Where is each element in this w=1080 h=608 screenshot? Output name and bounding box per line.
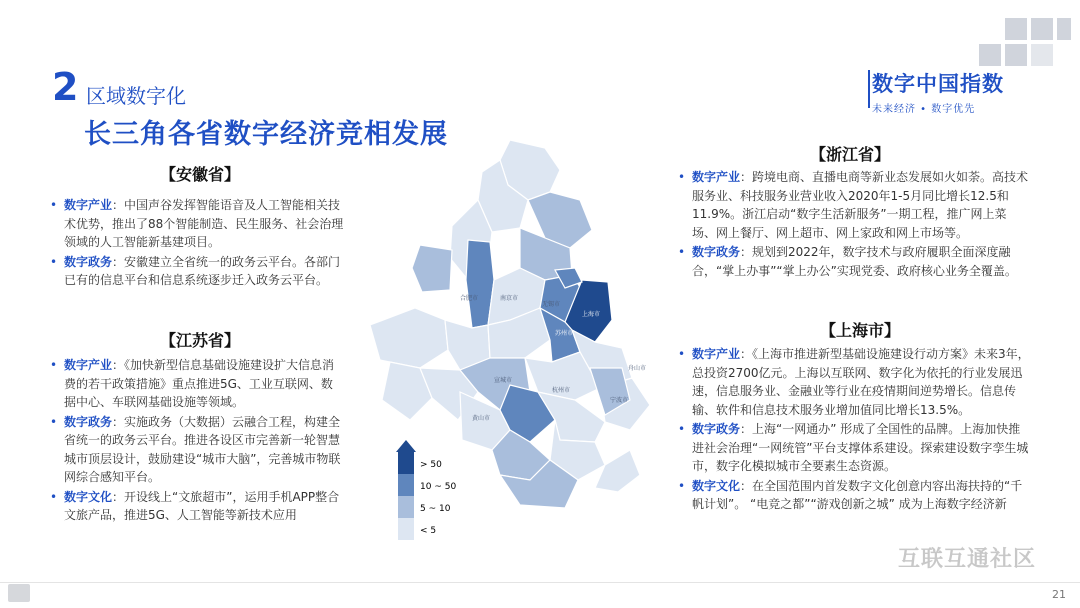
anhui-list (50, 196, 344, 291)
list-item (50, 356, 344, 412)
legend-swatch (398, 496, 414, 518)
city-label: 舟山市 (628, 365, 647, 372)
list-item (678, 243, 1030, 280)
item-key: 数字产业 (692, 170, 741, 184)
list-item (50, 488, 344, 525)
brand-name: 数字中国指数 (872, 72, 1004, 96)
item-key: 数字政务 (64, 254, 113, 269)
city-label: 无锡市 (542, 301, 561, 308)
legend-arrowhead (396, 440, 416, 452)
section-number: 2 (52, 65, 79, 109)
legend-label: > 50 (420, 460, 442, 470)
item-text: ：中国声谷发挥智能语音及人工智能相关技术优势，推出了88个智能制造、民生服务、社会治理领域的人工智能新基建项目。 (64, 198, 344, 249)
item-key: 数字政务 (64, 414, 113, 429)
jiangsu-list (50, 356, 344, 526)
item-key: 数字政务 (692, 245, 741, 259)
anhui-title: 【安徽省】 (159, 165, 240, 184)
map-region (412, 245, 452, 292)
brand-logo (872, 68, 1022, 115)
city-label: 宣城市 (494, 377, 513, 384)
legend-label: 5 ~ 10 (420, 504, 451, 514)
watermark: 互联互通社区 (898, 547, 1037, 572)
item-key: 数字政务 (692, 422, 741, 436)
list-item (678, 345, 1030, 419)
brand-tagline: 未来经济 • 数字优先 (872, 104, 976, 115)
item-key: 数字产业 (64, 358, 113, 372)
page-number: 21 (1052, 588, 1066, 601)
item-text: ：安徽建立全省统一的政务云平台。各部门已有的信息平台和信息系统逐步迁入政务云平台。 (64, 254, 341, 287)
footer-divider (0, 582, 1080, 583)
item-key: 数字文化 (64, 489, 113, 504)
city-label: 合肥市 (460, 295, 479, 302)
legend-swatch (398, 452, 414, 474)
map-legend (396, 440, 476, 544)
city-label: 黄山市 (472, 415, 491, 422)
zhejiang-list (678, 168, 1030, 281)
item-key: 数字产业 (692, 347, 741, 361)
city-label: 杭州市 (552, 387, 571, 394)
item-text: ：《加快新型信息基础设施建设扩大信息消费的若干政策措施》重点推进5G、工业互联网、数据中心、车联网基础设施等领域。 (64, 358, 335, 409)
list-item (50, 413, 344, 487)
city-label: 南京市 (500, 295, 519, 302)
jiangsu-title: 【江苏省】 (159, 331, 240, 350)
city-label: 上海市 (582, 311, 601, 318)
item-text: ：《上海市推进新型基础设施建设行动方案》未来3年，总投资2700亿元。上海以互联网、数字化为依托的行业发展迅速，信息服务业、金融业等行业在疫情期间逆势增长。信息传输、软件和信息技术服务业增加值同比增长13.5%。 (692, 347, 1030, 417)
legend-swatch (398, 474, 414, 496)
list-item (678, 477, 1030, 514)
item-text: ：规划到2022年，数字技术与政府履职全面深度融合，“掌上办事”“掌上办公”实现党委、政府核心业务全覆盖。 (692, 245, 1017, 278)
item-text: ：开设线上“文旅超市”，运用手机APP整合文旅产品，推进5G、人工智能等新技术应用 (64, 489, 340, 522)
city-label: 宁波市 (610, 397, 629, 404)
brand-divider (868, 70, 870, 108)
legend-label: < 5 (420, 526, 437, 536)
shanghai-list (678, 345, 1030, 515)
item-text: ：在全国范围内首发数字文化创意内容出海扶持的“千帆计划”。 “电竞之都”“游戏创新之城” 成为上海数字经济新 (692, 478, 1023, 511)
footer-logo-icon (8, 584, 30, 602)
item-text: ：实施政务（大数据）云融合工程，构建全省统一的政务云平台。推进各设区市完善新一轮智慧城市顶层设计，鼓励建设“城市大脑”，完善城市物联网综合感知平台。 (64, 414, 341, 484)
item-text: ：上海“一网通办” 形成了全国性的品牌。上海加快推进社会治理“一网统管”平台支撑体系建设。探索建设数字孪生城市，数字化模拟城市全要素生态资源。 (692, 422, 1029, 473)
list-item (678, 168, 1030, 242)
item-key: 数字产业 (64, 198, 113, 212)
shanghai-title: 【上海市】 (819, 321, 900, 340)
list-item (678, 420, 1030, 476)
section-title: 区域数字化 (86, 84, 186, 108)
page-title: 长三角各省数字经济竞相发展 (84, 119, 448, 150)
zhejiang-title: 【浙江省】 (809, 145, 890, 164)
item-text: ：跨境电商、直播电商等新业态发展如火如荼。高技术服务业、科技服务业营业收入2020年1-5月同比增长12.5和11.9%。浙江启动“数字生活新服务”一期工程，推广网上菜场、网上餐厅、网上超市、网上家政和网上市场等。 (692, 170, 1029, 240)
city-label: 苏州市 (555, 330, 574, 337)
list-item (50, 196, 344, 252)
legend-label: 10 ~ 50 (420, 482, 457, 492)
item-key: 数字文化 (692, 478, 741, 493)
list-item (50, 253, 344, 290)
legend-swatch (398, 518, 414, 540)
map-region (370, 308, 448, 368)
decorative-squares (975, 10, 1075, 70)
